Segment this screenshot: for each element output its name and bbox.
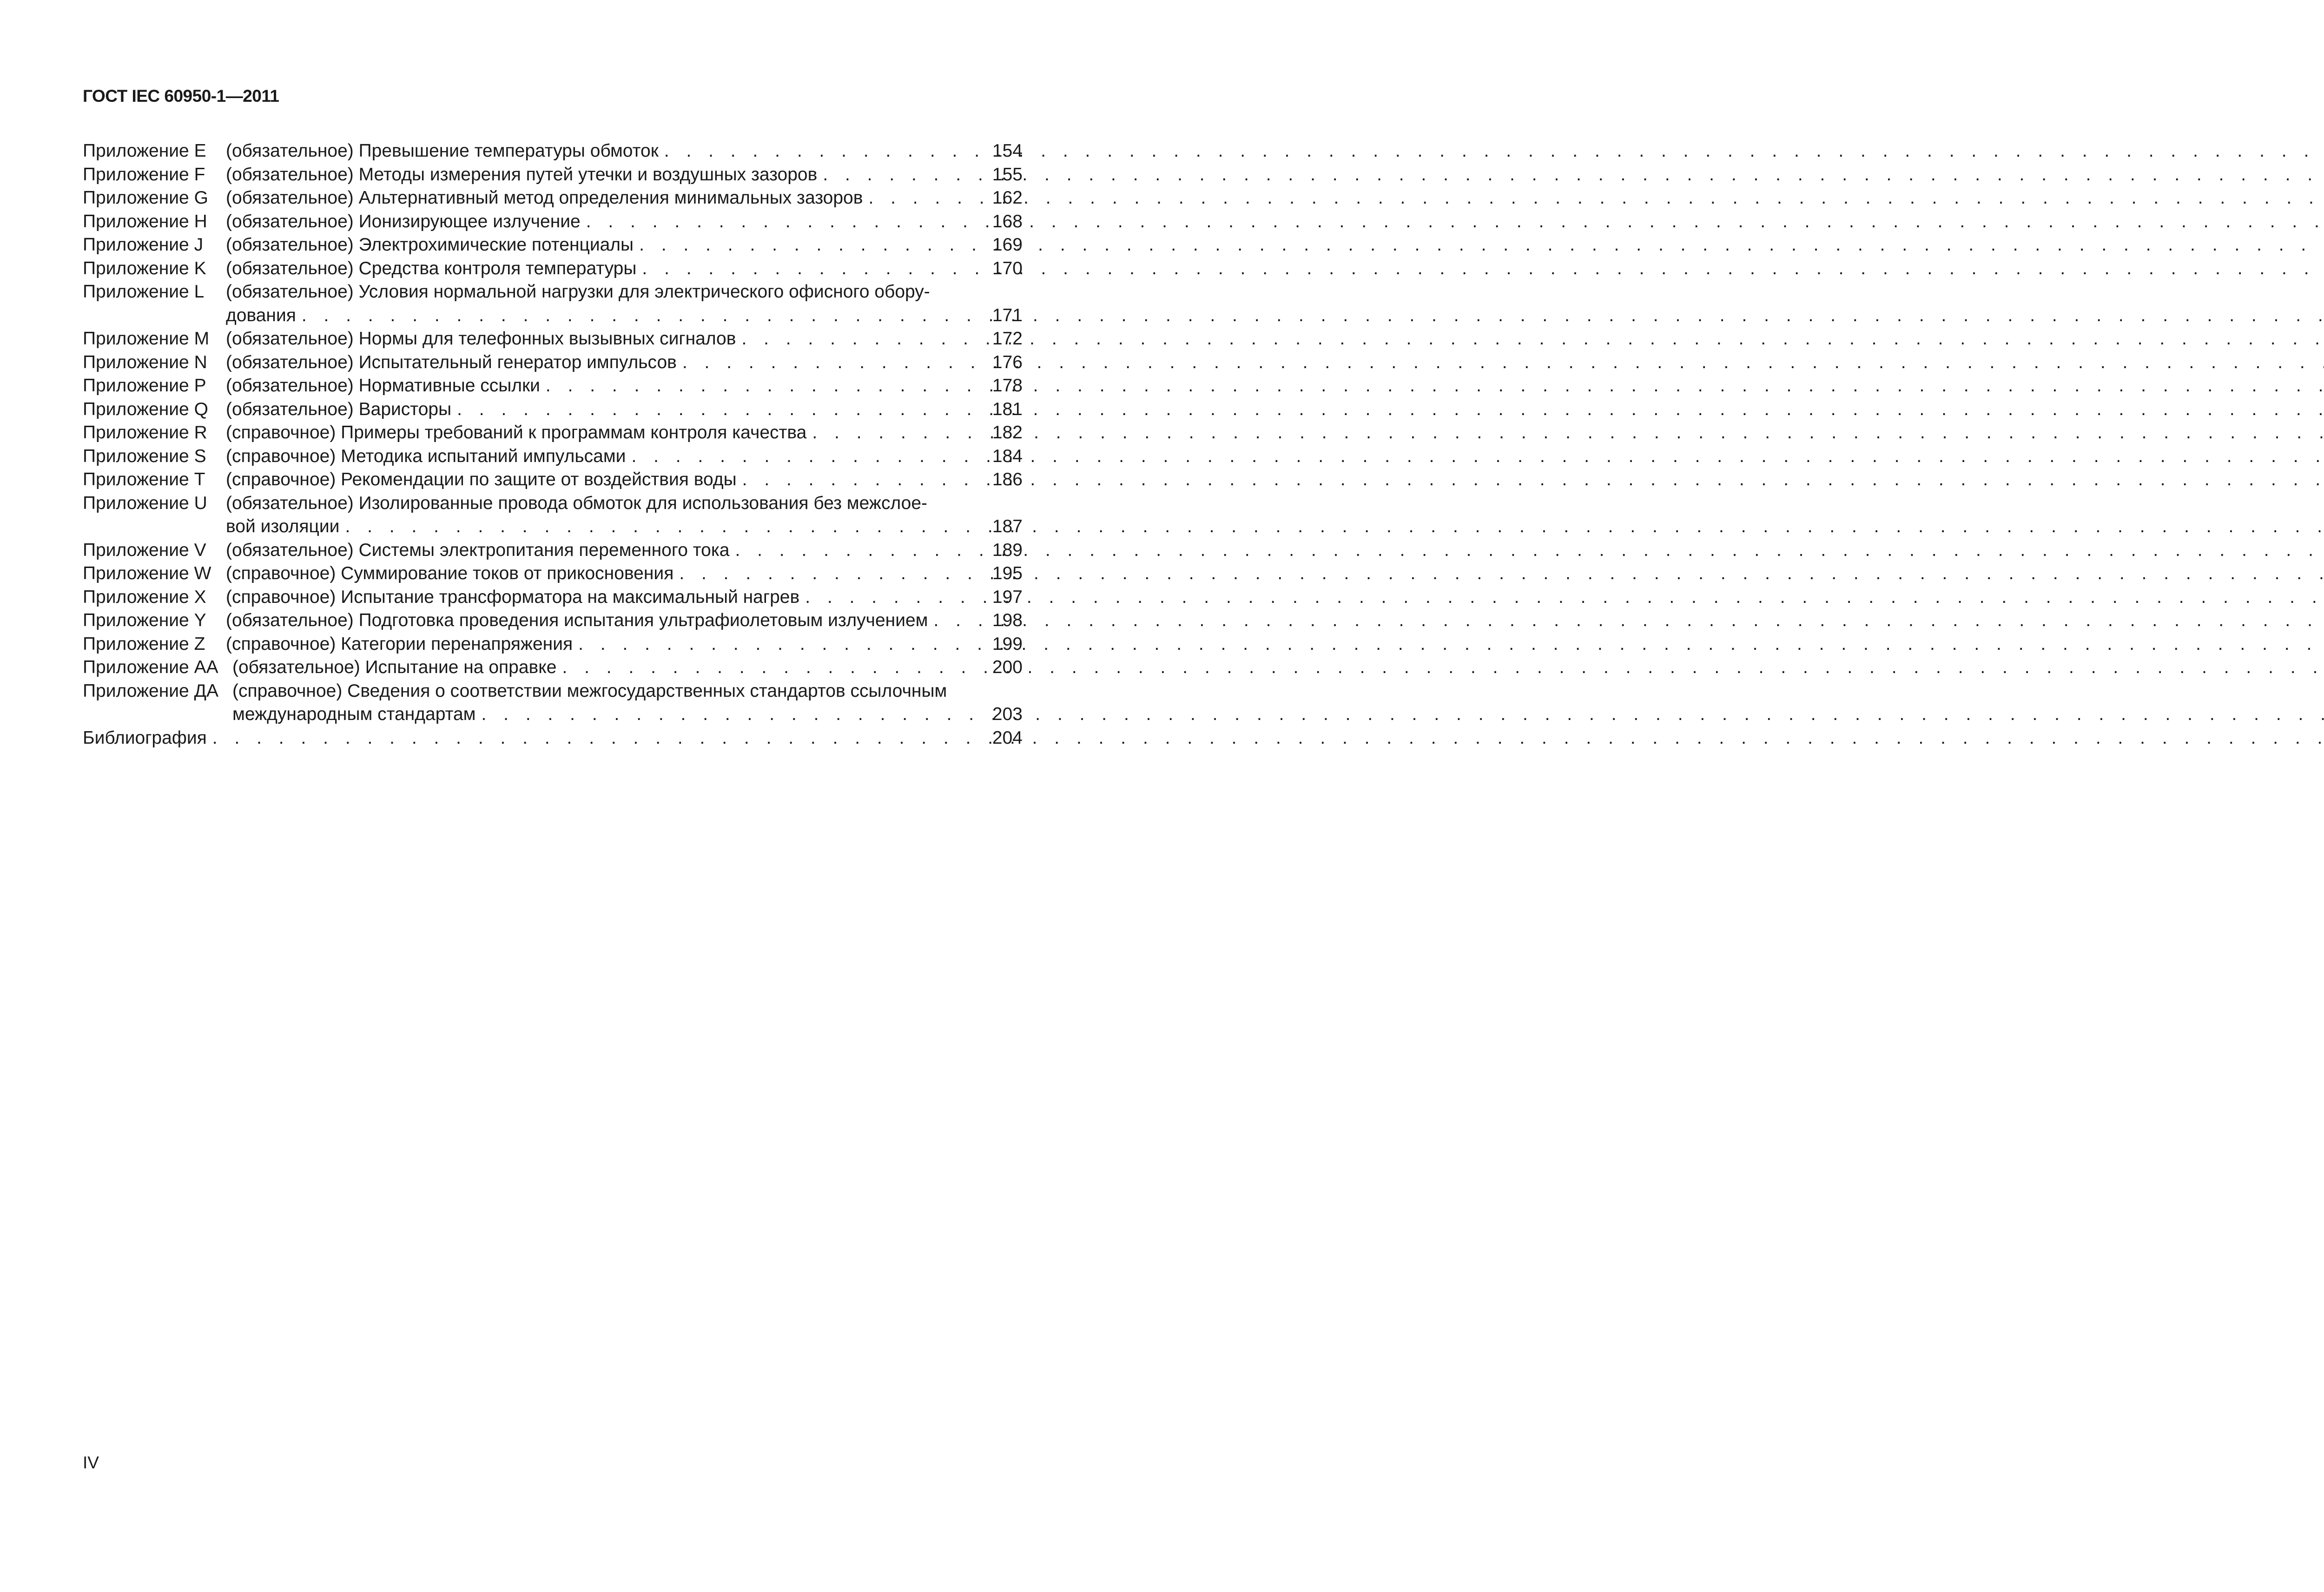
toc-entry-appendix-l[interactable] (83, 280, 1023, 327)
toc-entry-label: Приложение W (83, 563, 211, 583)
dot-leader (476, 703, 2324, 727)
toc-entry-page-number: 178 (992, 376, 1023, 396)
toc-entry-title: (обязательное) Превышение температуры обмоток (226, 141, 659, 161)
toc-entry-title: (справочное) Рекомендации по защите от воздействия воды (226, 469, 737, 489)
toc-entry-appendix-t[interactable] (83, 468, 1023, 492)
toc-entry-page-number: 195 (992, 563, 1023, 583)
toc-entry-title: (обязательное) Нормативные ссылки (226, 376, 540, 396)
toc-entry-page-number: 162 (992, 188, 1023, 208)
dot-leader (817, 163, 2324, 187)
toc-entry-appendix-u[interactable] (83, 492, 1023, 539)
toc-entry-label: Приложение M (83, 329, 210, 349)
toc-entry-title-continued: международным стандартам (232, 704, 476, 724)
dot-leader (928, 609, 2324, 633)
toc-entry-appendix-h[interactable] (83, 210, 1023, 234)
toc-entry-label: Приложение F (83, 164, 205, 185)
dot-leader (573, 633, 2324, 656)
toc-entry-page-number: 170 (992, 258, 1023, 278)
toc-entry-label: Приложение N (83, 352, 207, 372)
toc-entry-title: (справочное) Суммирование токов от прикосновения (226, 563, 674, 583)
toc-entry-appendix-e[interactable] (83, 139, 1023, 163)
toc-entry-label: Приложение S (83, 446, 206, 466)
toc-entry-appendix-w[interactable] (83, 562, 1023, 586)
dot-leader (863, 186, 2324, 210)
toc-entry-page-number: 187 (992, 516, 1023, 536)
toc-entry-title: (обязательное) Условия нормальной нагрузки для электрического офисного обору- (226, 282, 930, 302)
toc-entry-appendix-r[interactable] (83, 421, 1023, 445)
toc-entry-label: Приложение J (83, 235, 204, 255)
page-number: IV (83, 1453, 99, 1472)
toc-entry-title: (обязательное) Испытательный генератор импульсов (226, 352, 677, 372)
toc-entry-page-number: 176 (992, 352, 1023, 372)
toc-entry-appendix-da[interactable] (83, 680, 1023, 727)
dot-leader (296, 304, 2324, 328)
toc-entry-label: Приложение U (83, 493, 207, 513)
dot-leader (451, 398, 2324, 422)
toc-entry-bibliography[interactable] (83, 727, 1023, 750)
dot-leader (339, 515, 2324, 539)
table-of-contents (83, 139, 1023, 750)
dot-leader (634, 233, 2324, 257)
toc-entry-page-number: 172 (992, 329, 1023, 349)
toc-entry-label: Приложение Z (83, 634, 205, 654)
toc-entry-appendix-v[interactable] (83, 539, 1023, 562)
toc-entry-title: (обязательное) Системы электропитания переменного тока (226, 540, 730, 560)
toc-entry-title: (обязательное) Методы измерения путей утечки и воздушных зазоров (226, 164, 818, 185)
toc-entry-label: Приложение G (83, 188, 208, 208)
toc-entry-title: (справочное) Испытание трансформатора на максимальный нагрев (226, 587, 800, 607)
toc-entry-label: Приложение AA (83, 657, 218, 677)
toc-entry-title: (обязательное) Средства контроля температуры (226, 258, 637, 278)
dot-leader (673, 562, 2324, 586)
toc-entry-title: (справочное) Категории перенапряжения (226, 634, 573, 654)
toc-entry-appendix-q[interactable] (83, 398, 1023, 422)
toc-entry-title: (справочное) Примеры требований к программам контроля качества (226, 423, 807, 443)
toc-entry-appendix-n[interactable] (83, 351, 1023, 375)
dot-leader (737, 468, 2324, 492)
toc-entry-page-number: 154 (992, 141, 1023, 161)
toc-entry-appendix-y[interactable] (83, 609, 1023, 633)
toc-entry-page-number: 186 (992, 469, 1023, 489)
toc-entry-page-number: 200 (992, 657, 1023, 677)
toc-entry-label: Приложение H (83, 211, 207, 231)
toc-entry-title: (обязательное) Ионизирующее излучение (226, 211, 581, 231)
toc-entry-label: Приложение ДА (83, 680, 219, 701)
dot-leader (677, 351, 2324, 375)
toc-entry-page-number: 199 (992, 634, 1023, 654)
toc-entry-page-number: 204 (992, 727, 1023, 748)
toc-entry-title: (справочное) Сведения о соответствии межгосударственных стандартов ссылочным (232, 680, 947, 701)
dot-leader (799, 586, 2324, 609)
toc-entry-page-number: 168 (992, 211, 1023, 231)
toc-entry-page-number: 182 (992, 423, 1023, 443)
dot-leader (581, 210, 2324, 234)
toc-entry-label: Приложение V (83, 540, 206, 560)
toc-entry-page-number: 184 (992, 446, 1023, 466)
dot-leader (207, 727, 2324, 750)
toc-entry-page-number: 171 (992, 305, 1023, 325)
toc-entry-title: (обязательное) Варисторы (226, 399, 452, 419)
toc-entry-title: (обязательное) Нормы для телефонных вызывных сигналов (226, 329, 736, 349)
toc-entry-appendix-aa[interactable] (83, 656, 1023, 680)
toc-entry-title: (справочное) Методика испытаний импульсами (226, 446, 626, 466)
toc-entry-page-number: 197 (992, 587, 1023, 607)
toc-entry-label: Приложение R (83, 423, 207, 443)
toc-entry-title: (обязательное) Подготовка проведения испытания ультрафиолетовым излучением (226, 610, 928, 630)
toc-entry-appendix-g[interactable] (83, 186, 1023, 210)
toc-entry-label: Приложение X (83, 587, 206, 607)
toc-entry-page-number: 203 (992, 704, 1023, 724)
toc-entry-label: Приложение T (83, 469, 205, 489)
toc-entry-label: Приложение P (83, 376, 206, 396)
dot-leader (806, 421, 2324, 445)
toc-entry-page-number: 155 (992, 164, 1023, 185)
toc-entry-label: Приложение E (83, 141, 206, 161)
toc-entry-appendix-p[interactable] (83, 374, 1023, 398)
toc-entry-label: Приложение L (83, 282, 205, 302)
toc-entry-page-number: 198 (992, 610, 1023, 630)
toc-entry-appendix-j[interactable] (83, 233, 1023, 257)
document-header: ГОСТ IEC 60950-1—2011 (83, 86, 279, 106)
toc-entry-title-continued: дования (226, 305, 296, 325)
toc-entry-title: (обязательное) Изолированные провода обмоток для использования без межслое- (226, 493, 928, 513)
toc-entry-page-number: 181 (992, 399, 1023, 419)
dot-leader (729, 539, 2324, 562)
toc-entry-label: Приложение Q (83, 399, 208, 419)
toc-entry-appendix-k[interactable] (83, 257, 1023, 281)
dot-leader (659, 139, 2324, 163)
toc-entry-title: (обязательное) Электрохимические потенциалы (226, 235, 634, 255)
toc-entry-appendix-f[interactable] (83, 163, 1023, 187)
toc-entry-appendix-m[interactable] (83, 327, 1023, 351)
toc-entry-appendix-x[interactable] (83, 586, 1023, 609)
toc-entry-appendix-z[interactable] (83, 633, 1023, 656)
toc-entry-page-number: 189 (992, 540, 1023, 560)
dot-leader (636, 257, 2324, 281)
toc-entry-label: Приложение Y (83, 610, 206, 630)
dot-leader (556, 656, 2324, 680)
toc-entry-title: (обязательное) Альтернативный метод определения минимальных зазоров (226, 188, 863, 208)
toc-entry-appendix-s[interactable] (83, 445, 1023, 469)
dot-leader (626, 445, 2324, 469)
toc-entry-page-number: 169 (992, 235, 1023, 255)
dot-leader (540, 374, 2324, 398)
toc-entry-title-continued: вой изоляции (226, 516, 340, 536)
toc-entry-label: Приложение K (83, 258, 206, 278)
dot-leader (736, 327, 2324, 351)
toc-entry-title: Библиография (83, 727, 207, 748)
toc-entry-title: (обязательное) Испытание на оправке (232, 657, 557, 677)
